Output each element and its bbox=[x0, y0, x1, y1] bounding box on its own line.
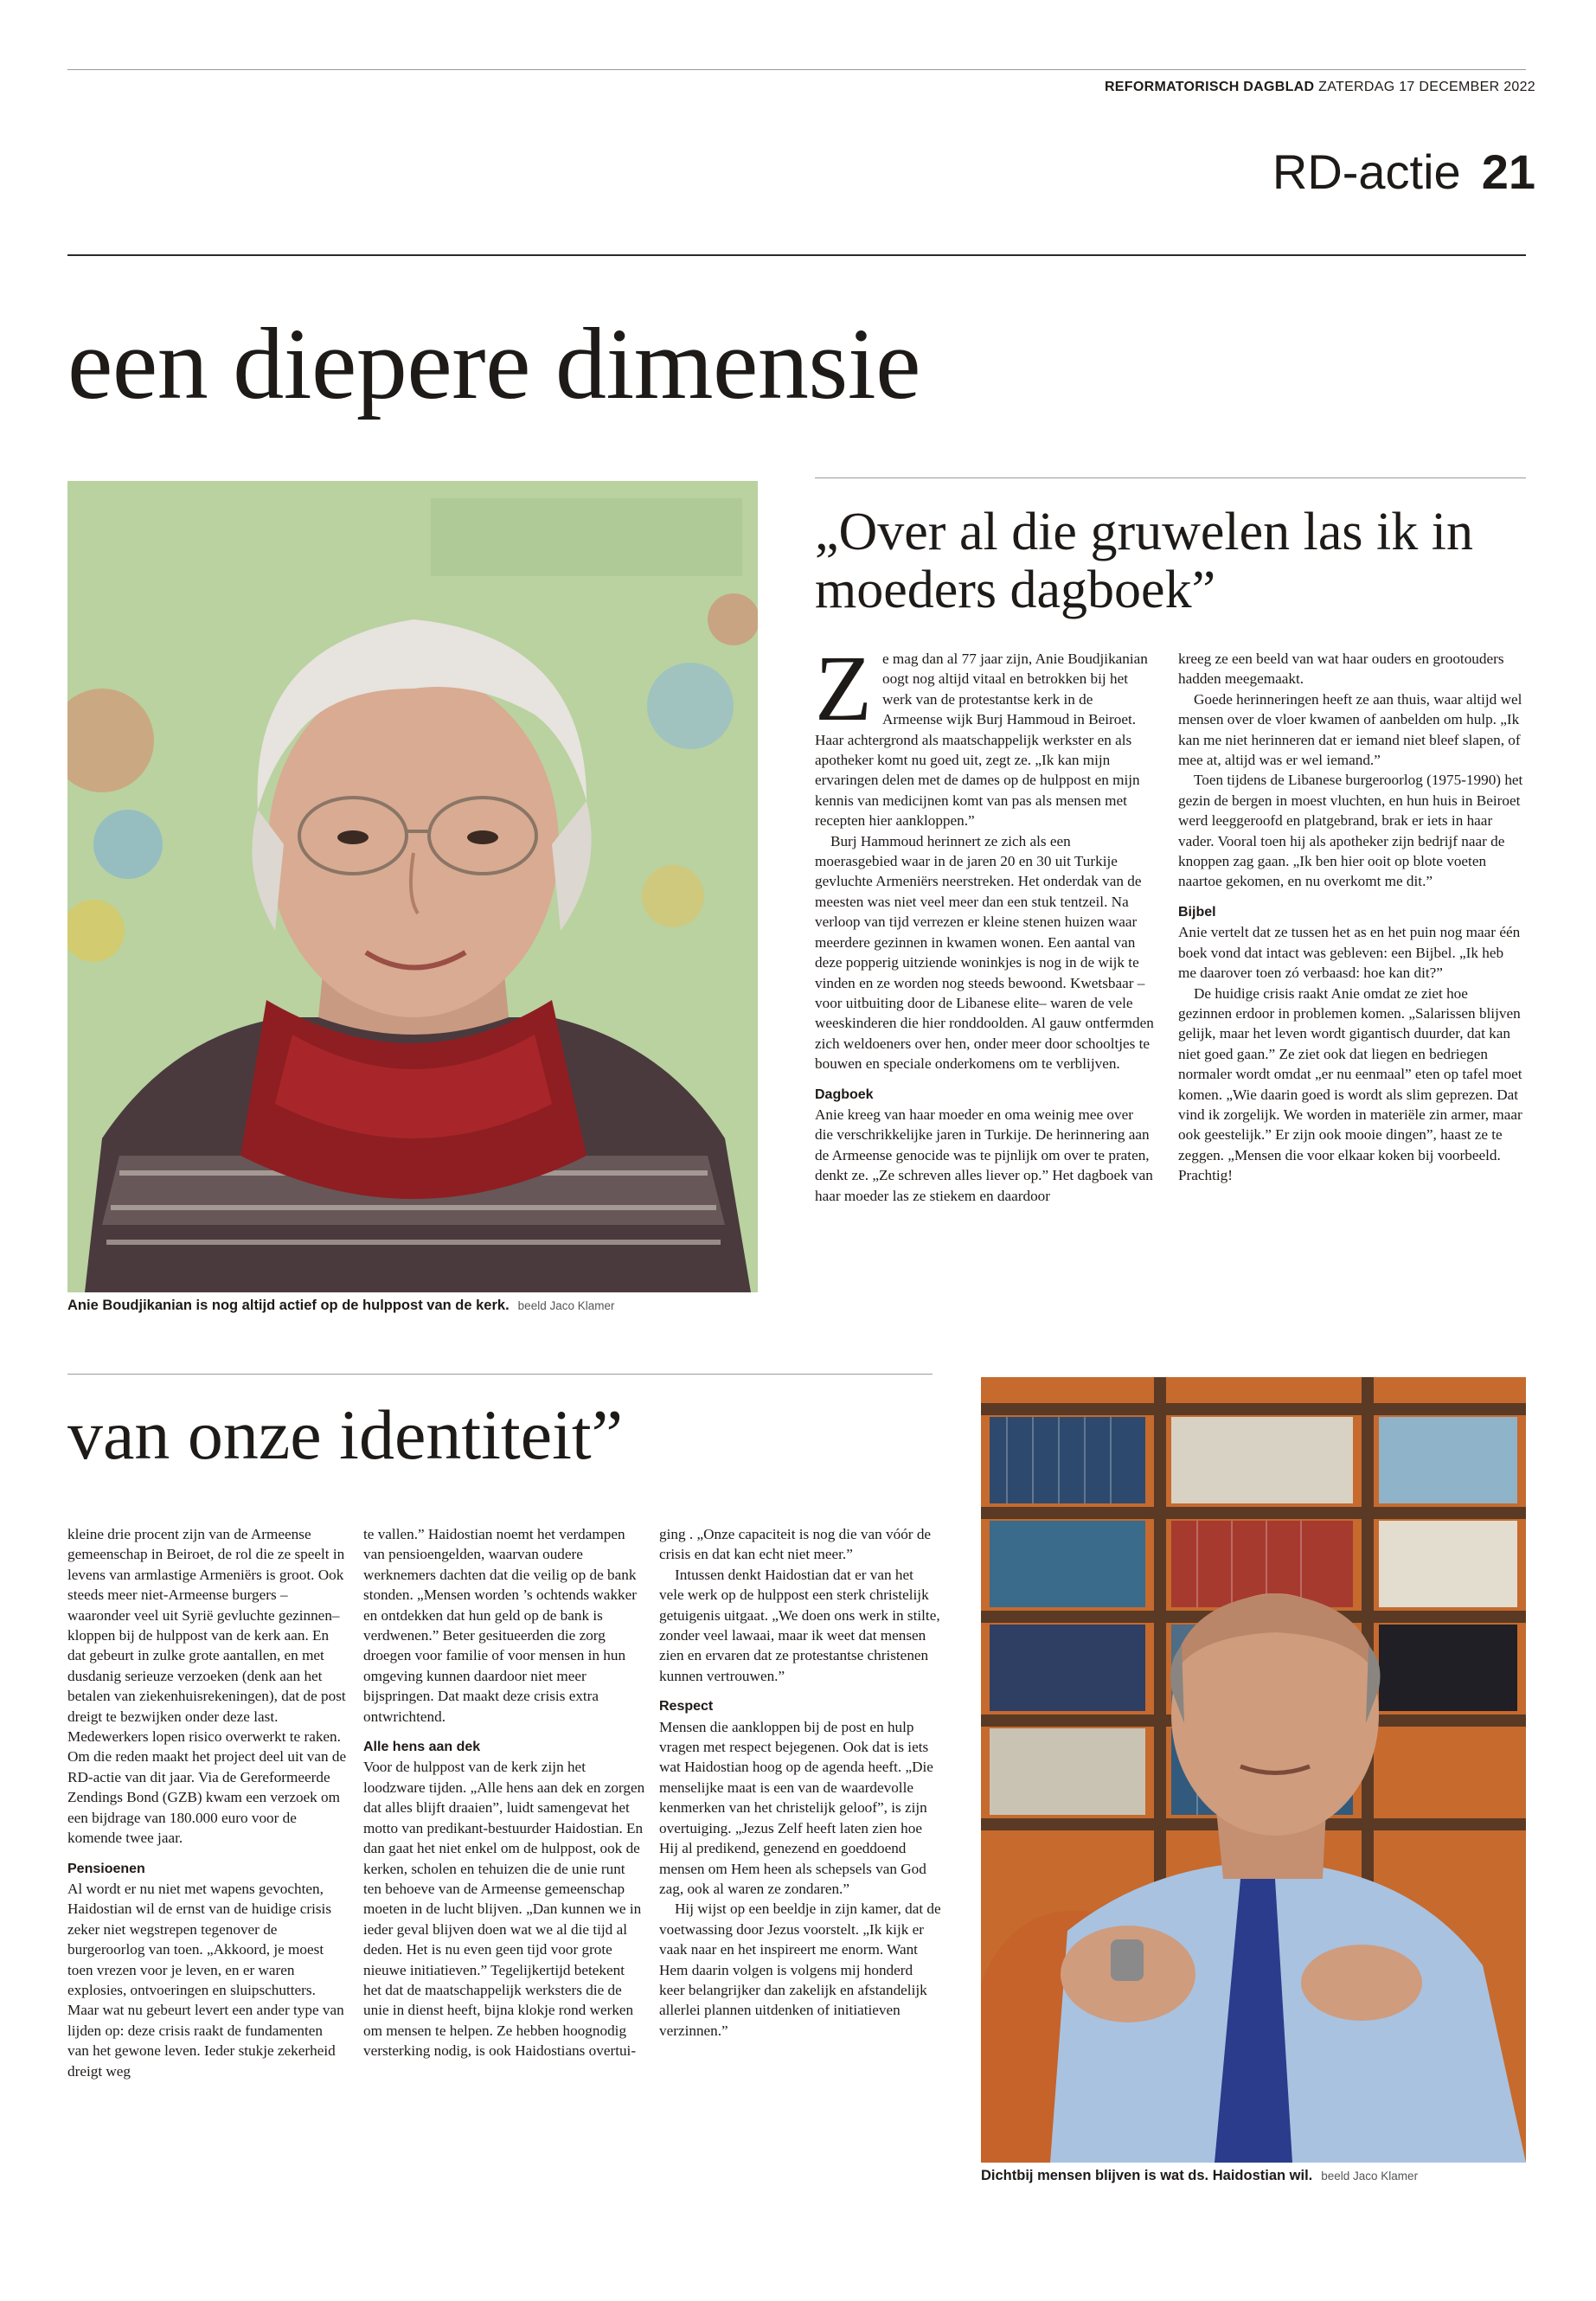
photo1-credit: beeld Jaco Klamer bbox=[517, 1299, 615, 1312]
masthead bbox=[1105, 80, 1535, 95]
paper-name: REFORMATORISCH DAGBLAD bbox=[1104, 80, 1315, 94]
article1-paragraph: kreeg ze een beeld van wat haar ouders en grootouders hadden meegemaakt. bbox=[1178, 651, 1504, 688]
article1-paragraph: De huidige crisis raakt Anie omdat ze ziet hoe gezinnen erdoor in problemen komen. „Salarissen blijven gelijk, maar het leven wordt gigantisch duurder, dat kan niet goed gaan.” Ze ziet ook dat liegen en bedriegen normaler wordt omdat „er nu eenmaal” eten op tafel moet komen. „Wie daarin goed is wordt als slim geprezen. Dat vind ik zorgelijk. We worden in materiële zin armer, maar ook geestelijk.” Er zijn ook mooie dingen”, haast ze te zeggen. „Mensen die voor elkaar koken bij voorbeeld. Prachtig! bbox=[1178, 984, 1522, 1184]
top-rule bbox=[67, 69, 1526, 70]
article2-column-2 bbox=[363, 1524, 645, 2061]
article1-paragraph: Anie kreeg van haar moeder en oma weinig mee over die verschrikkelijke jaren in Turkije. De herinnering aan de Armeense genocide was te pijnlijk om over te praten, denkt ze. „Ze schreven alles liever op.” Het dagboek van haar moeder las ze stiekem en daardoor bbox=[815, 1106, 1153, 1204]
subhead-quote: „Over al die gruwelen las ik in moeders dagboek” bbox=[815, 503, 1473, 619]
page-number: 21 bbox=[1481, 144, 1535, 199]
photo1-caption-text: Anie Boudjikanian is nog altijd actief op de hulppost van de kerk. bbox=[67, 1298, 510, 1313]
article1-paragraph: Burj Hammoud herinnert ze zich als een moerasgebied waar in de jaren 20 en 30 uit Turkije gevluchte Armeniërs neerstreken. Het onderdak van de meesten was niet veel meer dan een stuk tentzeil. Na verloop van tijd verrezen er kleine stenen huizen waar meerdere gezinnen in kwamen wonen. Een aantal van deze popperig uitziende woninkjes is nog in de wijk te vinden en ze worden nog steeds bewoond. Kwetsbaar –voor uitbuiting door de Libanese elite– waren de vele weeskinderen die hier ronddoolden. Al gauw ontfermden zich weldoeners over hen, onder meer door schooltjes te bouwen en speciale onderkomens om te verblijven. bbox=[815, 832, 1154, 1073]
headline-top: een diepere dimensie bbox=[67, 307, 920, 420]
section-header bbox=[1272, 144, 1535, 200]
section-rule bbox=[67, 254, 1526, 256]
article2-paragraph: te vallen.” Haidostian noemt het verdampen van pensioengelden, waarvan oudere werknemers dachten dat die veilig op de bank stonden. „Mensen worden ’s ochtends wakker en ontdekken dat hun geld op de bank is verdwenen.” Beter gesitueerden die zorg droegen voor familie of voor mensen in hun omgeving kunnen daardoor niet meer bijspringen. Dat maakt deze crisis extra ontwrichtend. bbox=[363, 1526, 637, 1725]
article2-column-3 bbox=[659, 1524, 941, 2041]
article1-paragraph: e mag dan al 77 jaar zijn, Anie Boudjikanian oogt nog altijd vitaal en betrokken bij het werk van de protestantse kerk in de Armeense wijk Burj Hammoud in Beiroet. Haar achtergrond als maatschappelijk werkster en als apotheker komt nu goed uit, zegt ze. „Ik kan mijn ervaringen delen met de dames op de hulppost en mijn kennis van medicijnen komt van pas als mensen met recepten hier aankloppen.” bbox=[815, 651, 1148, 830]
article2-paragraph: Intussen denkt Haidostian dat er van het vele werk op de hulppost een sterk christelijk getuigenis uitgaat. „We doen ons werk in stilte, zonder veel lawaai, maar ik weet dat mensen zien en ervaren dat ze protestantse christenen kunnen vertrouwen.” bbox=[659, 1566, 940, 1684]
subheading-respect: Respect bbox=[659, 1699, 714, 1715]
article1-paragraph: Anie vertelt dat ze tussen het as en het puin nog maar één boek vond dat intact was gebleven: een Bijbel. „Ik heb me daarover toen zó verbaasd: hoe kan dit?” bbox=[1178, 924, 1521, 982]
section-name: RD-actie bbox=[1272, 144, 1461, 199]
portrait-photo-anie bbox=[67, 481, 758, 1292]
photo1-caption bbox=[67, 1298, 760, 1314]
article2-paragraph: ging . „Onze capaciteit is nog die van vóór de crisis en dat kan echt niet meer.” bbox=[659, 1526, 932, 1563]
article2-paragraph: kleine drie procent zijn van de Armeense gemeenschap in Beiroet, de rol die ze speelt in levens van armlastige Armeniërs is groot. Ook steeds meer niet-Armeense burgers –waaronder veel uit Syrië gevluchte gezinnen– kloppen bij de hulppost van de kerk aan. En dat gebeurt in zulke grote aantallen, en met dusdanig serieuze verzoeken (denk aan het betalen van ziekenhuisrekeningen), dat de post dreigt te bezwijken onder deze last. Medewerkers lopen risico overwerkt te raken. Om die reden maakt het project deel uit van de RD-actie van dit jaar. Via de Gereformeerde Zendings Bond (GZB) kwam een verzoek om een bijdrage van 180.000 euro voor de komende twee jaar. bbox=[67, 1526, 347, 1847]
article2-column-1 bbox=[67, 1524, 348, 2081]
subheading-alle-hens: Alle hens aan dek bbox=[363, 1740, 481, 1755]
article2-paragraph: Hij wijst op een beeldje in zijn kamer, dat de voetwassing door Jezus voorstelt. „Ik kijk er vaak naar en het inspireert me enorm. Want Hem daarin volgen is volgens mij honderd keer belangrijker dan zakelijk en afstandelijk allerlei plannen uitdenken of initiatieven verzinnen.” bbox=[659, 1900, 941, 2039]
subheading-bijbel: Bijbel bbox=[1178, 904, 1216, 920]
subheading-dagboek: Dagboek bbox=[815, 1086, 874, 1102]
photo2-caption bbox=[981, 2168, 1535, 2184]
issue-date: ZATERDAG 17 DECEMBER 2022 bbox=[1318, 80, 1535, 94]
article2-paragraph: Mensen die aankloppen bij de post en hulp vragen met respect bejegenen. Ook dat is iets wat Haidostian hoog op de agenda heeft. „Die menselijke maat is een van de waardevolle kenmerken van het christelijk geloof”, is zijn overtuiging. „Jezus Zelf heeft laten zien hoe Hij al predikend, genezend en goeddoend mensen om Hem heen als schepsels van God zag, ook al waren ze zondaren.” bbox=[659, 1718, 933, 1897]
article1-column-1 bbox=[815, 638, 1154, 1206]
article2-paragraph: Voor de hulppost van de kerk zijn het loodzware tijden. „Alle hens aan dek en zorgen dat alles blijft draaien”, luidt samengevat het motto van predikant-bestuurder Haidostian. En dan gaat het niet enkel om de hulppost, ook de kerken, scholen en tehuizen die de unie runt ten behoeve van de Armeense gemeenschap moeten in de lucht blijven. „Dan kunnen we in ieder geval blijven doen wat we al die tijd al deden. Het is nu even geen tijd voor grote nieuwe initiatieven.” Tegelijkertijd betekent het dat de maatschappelijk werksters die de unie in dienst heeft, bijna klokje rond werken om mensen te helpen. Ze hebben hoognodig versterking nodig, is ook Haidostians overtui- bbox=[363, 1759, 645, 2060]
dropcap: Z bbox=[815, 638, 872, 740]
article1-column-2 bbox=[1178, 649, 1524, 1186]
article1-paragraph: Goede herinneringen heeft ze aan thuis, waar altijd wel mensen over de vloer kwamen of aanbelden om hulp. „Ik kan me niet herinneren dat er iemand niet bleef slapen, of mee at, altijd was er wel iemand.” bbox=[1178, 690, 1522, 769]
photo2-credit: beeld Jaco Klamer bbox=[1321, 2170, 1419, 2182]
article2-paragraph: Al wordt er nu niet met wapens gevochten, Haidostian wil de ernst van de huidige crisis zeker niet wegstrepen tegenover de burgeroorlog van toen. „Akkoord, je moest toen vrezen voor je leven, en er waren explosies, ontvoeringen en sluipschutters. Maar wat nu gebeurt levert een ander type van lijden op: deze crisis raakt de fundamenten van het gewone leven. Ieder stukje zekerheid dreigt weg bbox=[67, 1880, 344, 2080]
article1-paragraph: Toen tijdens de Libanese burgeroorlog (1975-1990) het gezin de bergen in moest vluchten, en hun huis in Beiroet werd leeggeroofd en platgebrand, brak er iets in haar vader. Vooral toen hij als apotheker zijn bedrijf naar de knoppen zag gaan. „Ik ben hier ooit op blote voeten naartoe gekomen, en nu overkomt me dit.” bbox=[1178, 772, 1523, 890]
subheading-pensioenen: Pensioenen bbox=[67, 1861, 145, 1876]
bottom-section-rule bbox=[67, 1374, 933, 1375]
photo2-caption-text: Dichtbij mensen blijven is wat ds. Haidostian wil. bbox=[981, 2168, 1313, 2183]
headline-bottom: van onze identiteit” bbox=[67, 1395, 624, 1474]
portrait-photo-haidostian bbox=[981, 1377, 1526, 2163]
